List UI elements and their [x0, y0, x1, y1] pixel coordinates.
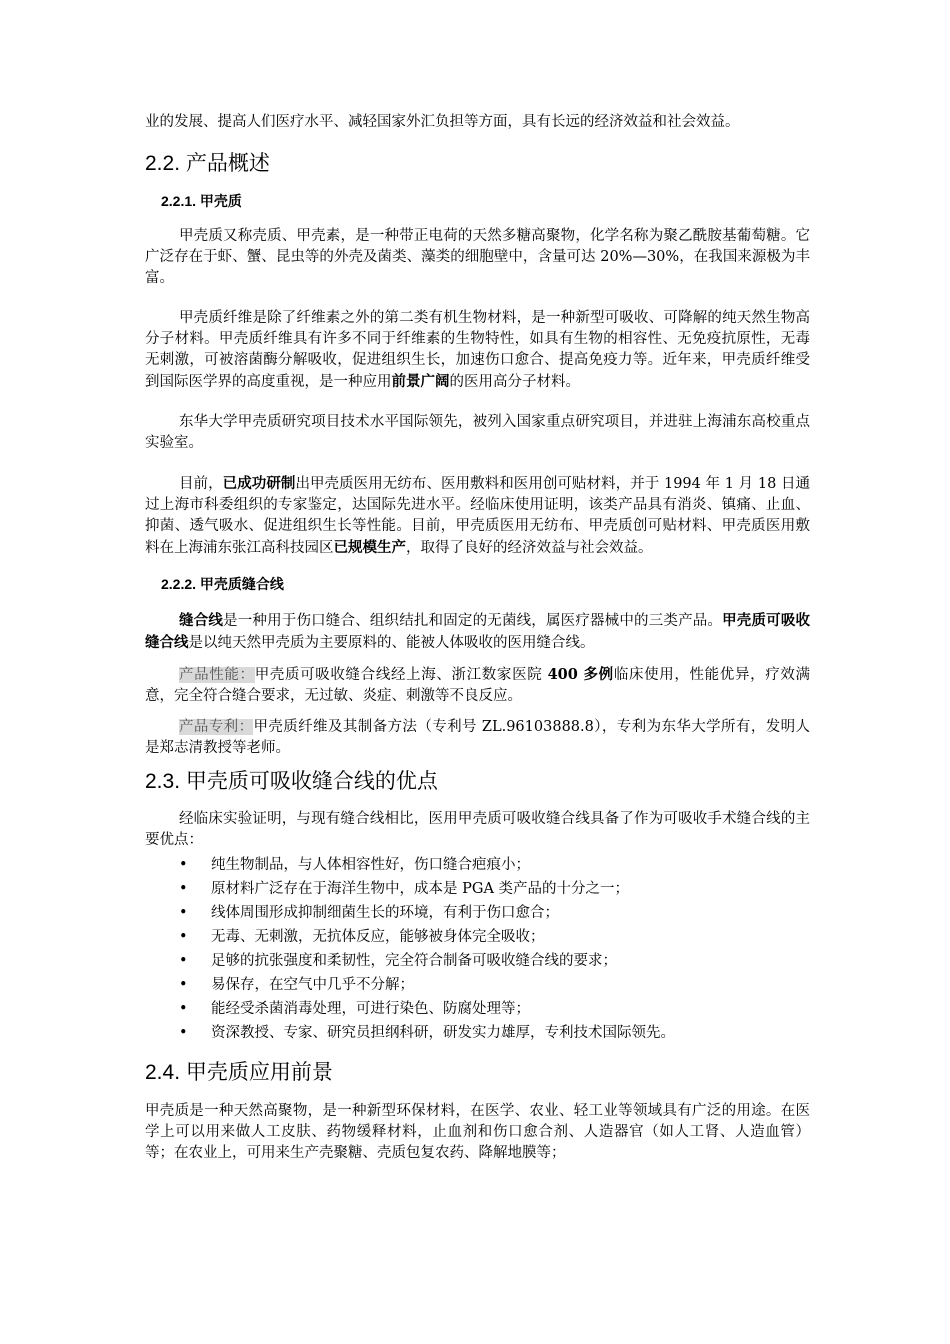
bullet-icon: •: [179, 977, 188, 993]
advantages-list: [145, 853, 810, 1045]
list-item: • 纯生物制品，与人体相容性好，伤口缝合疤痕小；: [145, 853, 810, 877]
bold-text: 缝合线: [179, 612, 224, 629]
list-item: • 原材料广泛存在于海洋生物中，成本是 PGA 类产品的十分之一；: [145, 877, 810, 901]
bullet-icon: •: [179, 881, 188, 897]
highlighted-label: 产品性能：: [179, 667, 255, 683]
bullet-icon: •: [179, 1001, 188, 1017]
section-2-2-heading: 2.2. 产品概述: [145, 152, 270, 175]
bullet-icon: •: [179, 905, 188, 921]
list-item: • 线体周围形成抑制细菌生长的环境，有利于伤口愈合；: [145, 901, 810, 925]
bullet-icon: •: [179, 929, 188, 945]
chitin-definition-paragraph: 甲壳质又称壳质、甲壳素，是一种带正电荷的天然多糖高聚物，化学名称为聚乙酰胺基葡萄糖。它广泛存在于虾、蟹、昆虫等的外壳及菌类、藻类的细胞壁中，含量可达 20%—30%，在我国来源极为丰富。: [145, 228, 810, 286]
bold-text: 400 多例: [547, 666, 614, 683]
bullet-icon: •: [179, 953, 188, 969]
section-2-4-heading: 2.4. 甲壳质应用前景: [145, 1061, 333, 1084]
list-item: • 资深教授、专家、研究员担纲科研，研发实力雄厚，专利技术国际领先。: [145, 1021, 810, 1045]
document-page: [145, 112, 810, 1164]
list-item: • 易保存，在空气中几乎不分解；: [145, 973, 810, 997]
bullet-icon: •: [179, 1025, 188, 1041]
applications-paragraph: 甲壳质是一种天然高聚物，是一种新型环保材料，在医学、农业、轻工业等领域具有广泛的用途。在医学上可以用来做人工皮肤、药物缓释材料，止血剂和伤口愈合剂、人造器官（如人工肾、人造血管）等；在农业上，可用来生产壳聚糖、壳质包复农药、降解地膜等；: [145, 1103, 810, 1161]
bold-text: 甲壳质可吸收缝合线: [145, 612, 811, 651]
bold-text: 前景广阔: [391, 373, 450, 390]
section-2-2-1-heading: 2.2.1. 甲壳质: [161, 193, 242, 209]
list-item: • 能经受杀菌消毒处理，可进行染色、防腐处理等；: [145, 997, 810, 1021]
chitin-fiber-paragraph: 甲壳质纤维是除了纤维素之外的第二类有机生物材料，是一种新型可吸收、可降解的纯天然生物高分子材料。甲壳质纤维具有许多不同于纤维素的生物特性，如具有生物的相容性、无免疫抗原性，无毒无刺激，可被溶菌酶分解吸收，促进组织生长，加速伤口愈合、提高免疫力等。近年来，甲壳质纤维受到国际医学界的高度重视，是一种应用前景广阔的医用高分子材料。: [145, 310, 810, 390]
suture-definition-paragraph: 缝合线是一种用于伤口缝合、组织结扎和固定的无菌线，属医疗器械中的三类产品。甲壳质可吸收缝合线是以纯天然甲壳质为主要原料的、能被人体吸收的医用缝合线。: [145, 612, 811, 651]
products-paragraph: 目前，已成功研制出甲壳质医用无纺布、医用敷料和医用创可贴材料，并于 1994 年 1 月 18 日通过上海市科委组织的专家鉴定，达国际先进水平。经临床使用证明，该类产品具有消炎、镇痛、止血、抑菌、透气吸水、促进组织生长等性能。目前，甲壳质医用无纺布、甲壳质创可贴材料、甲壳质医用敷料在上海浦东张江高科技园区已规模生产，取得了良好的经济效益与社会效益。: [145, 475, 811, 556]
advantages-intro-paragraph: 经临床实验证明，与现有缝合线相比，医用甲壳质可吸收缝合线具备了作为可吸收手术缝合线的主要优点：: [145, 811, 810, 848]
bullet-icon: •: [179, 857, 188, 873]
section-2-2-2-heading: 2.2.2. 甲壳质缝合线: [161, 576, 284, 592]
performance-paragraph: 产品性能：甲壳质可吸收缝合线经上海、浙江数家医院 400 多例临床使用，性能优异，疗效满意，完全符合缝合要求，无过敏、炎症、刺激等不良反应。: [145, 666, 810, 704]
section-2-3-heading: 2.3. 甲壳质可吸收缝合线的优点: [145, 770, 438, 793]
research-paragraph: 东华大学甲壳质研究项目技术水平国际领先，被列入国家重点研究项目，并进驻上海浦东高校重点实验室。: [145, 414, 810, 451]
intro-paragraph: 业的发展、提高人们医疗水平、减轻国家外汇负担等方面，具有长远的经济效益和社会效益。: [145, 114, 740, 130]
patent-paragraph: 产品专利：甲壳质纤维及其制备方法（专利号 ZL.96103888.8），专利为东华大学所有，发明人是郑志清教授等老师。: [145, 719, 811, 756]
highlighted-label: 产品专利：: [179, 719, 254, 735]
bold-text: 已成功研制: [222, 475, 296, 492]
bold-text: 已规模生产: [333, 539, 406, 556]
list-item: • 无毒、无刺激，无抗体反应，能够被身体完全吸收；: [145, 925, 810, 949]
list-item: • 足够的抗张强度和柔韧性，完全符合制备可吸收缝合线的要求；: [145, 949, 810, 973]
